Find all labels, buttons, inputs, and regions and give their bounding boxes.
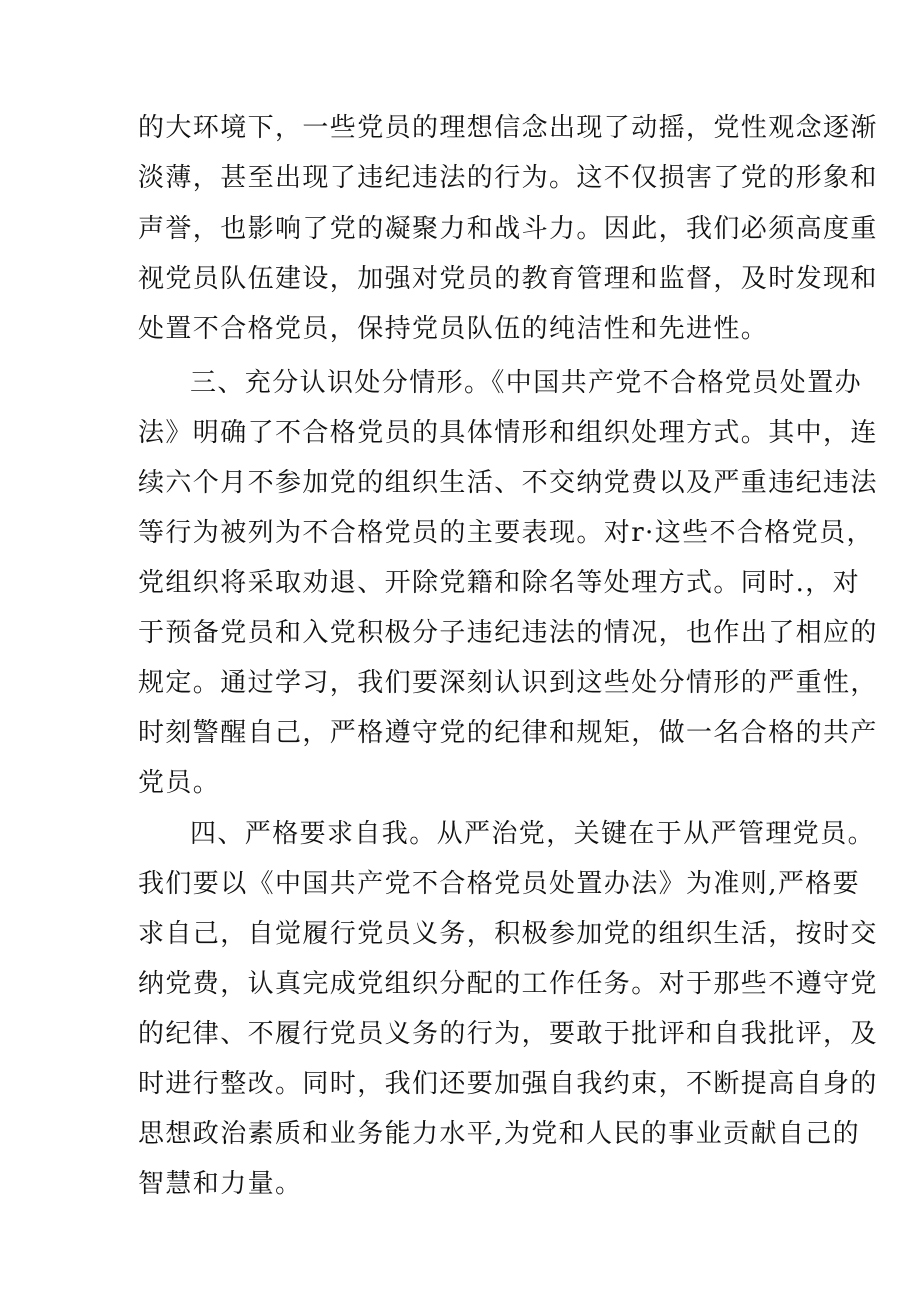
text-line: 党组织将采取劝退、开除党籍和除名等处理方式。同时.，对 xyxy=(138,568,861,598)
text-line: 视党员队伍建设，加强对党员的教育管理和监督，及时发现和 xyxy=(138,264,878,294)
text-line: 智慧和力量。 xyxy=(138,1169,303,1199)
text-line: 处置不合格党员，保持党员队伍的纯洁性和先进性。 xyxy=(138,314,769,344)
text-line: 我们要以《中国共产党不合格党员处置办法》为准则,严格要 xyxy=(138,869,861,899)
text-line: 于预备党员和入党积极分子违纪违法的情况，也作出了相应的 xyxy=(138,618,878,648)
text-line: 纳党费，认真完成党组织分配的工作任务。对于那些不遵守党 xyxy=(138,969,878,999)
text-line: 时刻警醒自己，严格遵守党的纪律和规矩，做一名合格的共产 xyxy=(138,718,878,748)
text-line: 四、严格要求自我。从严治党，关键在于从严管理党员。 xyxy=(190,819,876,849)
text-line: 淡薄，甚至出现了违纪违法的行为。这不仅损害了党的形象和 xyxy=(138,163,878,193)
text-line: 三、充分认识处分情形。《中国共产党不合格党员处置办 xyxy=(190,368,863,398)
text-line: 续六个月不参加党的组织生活、不交纳党费以及严重违纪违法 xyxy=(138,468,878,498)
text-line: 的纪律、不履行党员义务的行为，要敢于批评和自我批评，及 xyxy=(138,1019,878,1049)
text-line: 求自己，自觉履行党员义务，积极参加党的组织生活，按时交 xyxy=(138,919,878,949)
text-line: 时进行整改。同时，我们还要加强自我约束，不断提高自身的 xyxy=(138,1069,878,1099)
text-line: 规定。通过学习，我们要深刻认识到这些处分情形的严重性， xyxy=(138,668,878,698)
text-line: 法》明确了不合格党员的具体情形和组织处理方式。其中，连 xyxy=(138,418,878,448)
text-line: 等行为被列为不合格党员的主要表现。对r·这些不合格党员， xyxy=(138,518,874,548)
text-line: 思想政治素质和业务能力水平,为党和人民的事业贡献自己的 xyxy=(138,1119,861,1149)
text-line: 的大环境下，一些党员的理想信念出现了动摇，党性观念逐渐 xyxy=(138,113,878,143)
text-line: 声誉，也影响了党的凝聚力和战斗力。因此，我们必须高度重 xyxy=(138,214,878,244)
text-line: 党员。 xyxy=(138,768,221,798)
